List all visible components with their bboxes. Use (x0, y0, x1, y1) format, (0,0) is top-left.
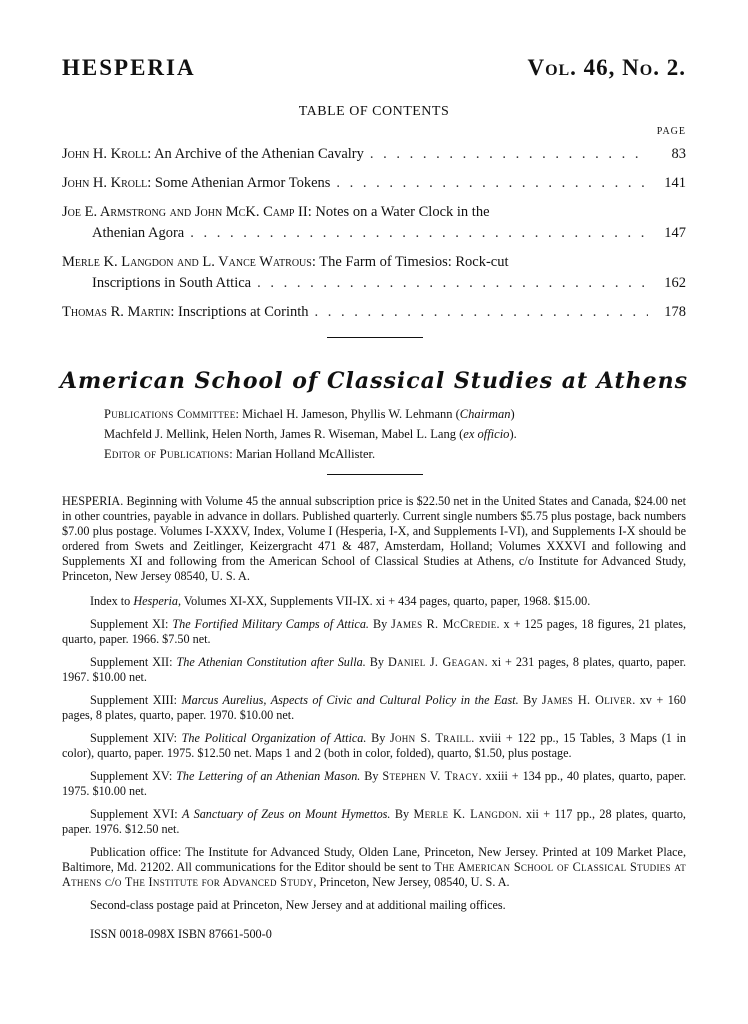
page-column-label: PAGE (656, 126, 686, 137)
supplement-entry: Supplement XI: The Fortified Military Camps of Attica. By James R. McCredie. x + 125 pages, 18 figures, 21 plates, quarto, paper. 1966. $7.50 net. (62, 617, 686, 646)
postage-paragraph: Second-class postage paid at Princeton, New Jersey and at additional mailing offices. (90, 898, 506, 912)
committee-label: Publications Committee (104, 407, 236, 421)
toc-title: : The Farm of Timesios: Rock-cut (311, 254, 509, 270)
toc-author: John H. Kroll (62, 146, 148, 162)
toc-title: : An Archive of the Athenian Cavalry (147, 146, 364, 162)
toc-title-continued: Athenian Agora (92, 225, 185, 241)
toc-heading: TABLE OF CONTENTS (298, 104, 450, 119)
toc-page-number: 162 (664, 275, 686, 291)
supplement-entry: Supplement XIV: The Political Organization of Attica. By John S. Traill. xviii + 122 pp., 15 Tables, 3 Maps (1 in color), quarto, paper. 1975. $12.50 net. Maps 1 and 2 (both in color, folded), quarto, $1.50, plus postage. (62, 731, 686, 760)
page-header (62, 55, 686, 85)
dot-leader (190, 225, 648, 242)
editor-label: Editor of Publications (104, 447, 230, 461)
editor-line: Editor of Publications: Marian Holland McAllister. (104, 447, 376, 461)
divider-rule (327, 474, 423, 475)
toc-page-number: 178 (664, 304, 686, 320)
committee-members-line: Machfeld J. Mellink, Helen North, James R. Wiseman, Mabel L. Lang (ex officio). (104, 427, 517, 441)
toc-page-number: 83 (671, 146, 686, 162)
toc-entry (62, 204, 686, 246)
dot-leader (336, 175, 648, 192)
dot-leader (315, 304, 648, 321)
index-paragraph: Index to Hesperia, Volumes XI-XX, Supplements VII-IX. xi + 434 pages, quarto, paper, 1968. $15.00. (90, 594, 591, 608)
school-name: American School of Classical Studies at Athens (59, 368, 689, 394)
toc-page-number: 147 (664, 225, 686, 241)
toc-entry (62, 304, 686, 325)
dot-leader (257, 275, 648, 292)
volume-number: Vol. 46, No. 2. (527, 55, 686, 80)
toc-author: Merle K. Langdon and L. Vance Watrous (62, 254, 312, 270)
toc-title-continued: Inscriptions in South Attica (92, 275, 252, 291)
toc-entry (62, 254, 686, 296)
publication-info (62, 494, 686, 950)
dot-leader (370, 146, 648, 163)
toc-author: Thomas R. Martin (62, 304, 171, 320)
subscription-paragraph: HESPERIA. Beginning with Volume 45 the annual subscription price is $22.50 net in the United States and Canada, $24.00 net in other countries, payable in advance in dollars. Published quarterly. Current single numbers $5.75 plus postage, back numbers $7.00 plus postage. Volumes I-XXXV, Index, Volume I (Hesperia, I-X, and Supplements I-VI), and Supplements I-X should be ordered from Swets and Zeitlinger, Keizergracht 471 & 487, Amsterdam, Holland; Volumes XXXVI and following and Supplements XI and following from the American School of Classical Studies at Athens, c/o Institute for Advanced Study, Princeton, New Jersey 08540, U. S. A. (62, 494, 686, 583)
toc-page-number: 141 (664, 175, 686, 191)
supplement-entry: Supplement XII: The Athenian Constitution after Sulla. By Daniel J. Geagan. xi + 231 pages, 8 plates, quarto, paper. 1967. $10.00 net. (62, 655, 687, 684)
issn-isbn: ISSN 0018-098X ISBN 87661-500-0 (90, 927, 272, 941)
journal-title: HESPERIA (62, 55, 196, 80)
divider-rule (327, 337, 423, 338)
toc-entry (62, 175, 686, 196)
table-of-contents (62, 146, 686, 333)
publications-committee (104, 404, 664, 464)
publication-office-paragraph: Publication office: The Institute for Advanced Study, Olden Lane, Princeton, New Jersey. Printed at 109 Market Place, Baltimore, Md. 21202. All communications for the Editor should be sent to The American School of Classical Studies at Athens c/o The Institute for Advanced Study, Princeton, New Jersey, 08540, U. S. A. (62, 845, 686, 889)
supplement-entry: Supplement XIII: Marcus Aurelius, Aspects of Civic and Cultural Policy in the East. By James H. Oliver. xv + 160 pages, 8 plates, quarto, paper. 1970. $10.00 net. (62, 693, 686, 722)
toc-title: : Some Athenian Armor Tokens (147, 175, 331, 191)
toc-title: : Notes on a Water Clock in the (307, 204, 490, 220)
toc-author: Joe E. Armstrong and John McK. Camp II (62, 204, 308, 220)
supplement-entry: Supplement XVI: A Sanctuary of Zeus on Mount Hymettos. By Merle K. Langdon. xii + 117 pp., 28 plates, quarto, paper. 1976. $12.50 net. (62, 807, 686, 836)
toc-title: : Inscriptions at Corinth (170, 304, 309, 320)
committee-line: Publications Committee: Michael H. Jameson, Phyllis W. Lehmann (Chairman) (104, 407, 515, 421)
toc-author: John H. Kroll (62, 175, 148, 191)
toc-entry (62, 146, 686, 167)
supplement-entry: Supplement XV: The Lettering of an Athenian Mason. By Stephen V. Tracy. xxiii + 134 pp., 40 plates, quarto, paper. 1975. $10.00 net. (62, 769, 686, 798)
